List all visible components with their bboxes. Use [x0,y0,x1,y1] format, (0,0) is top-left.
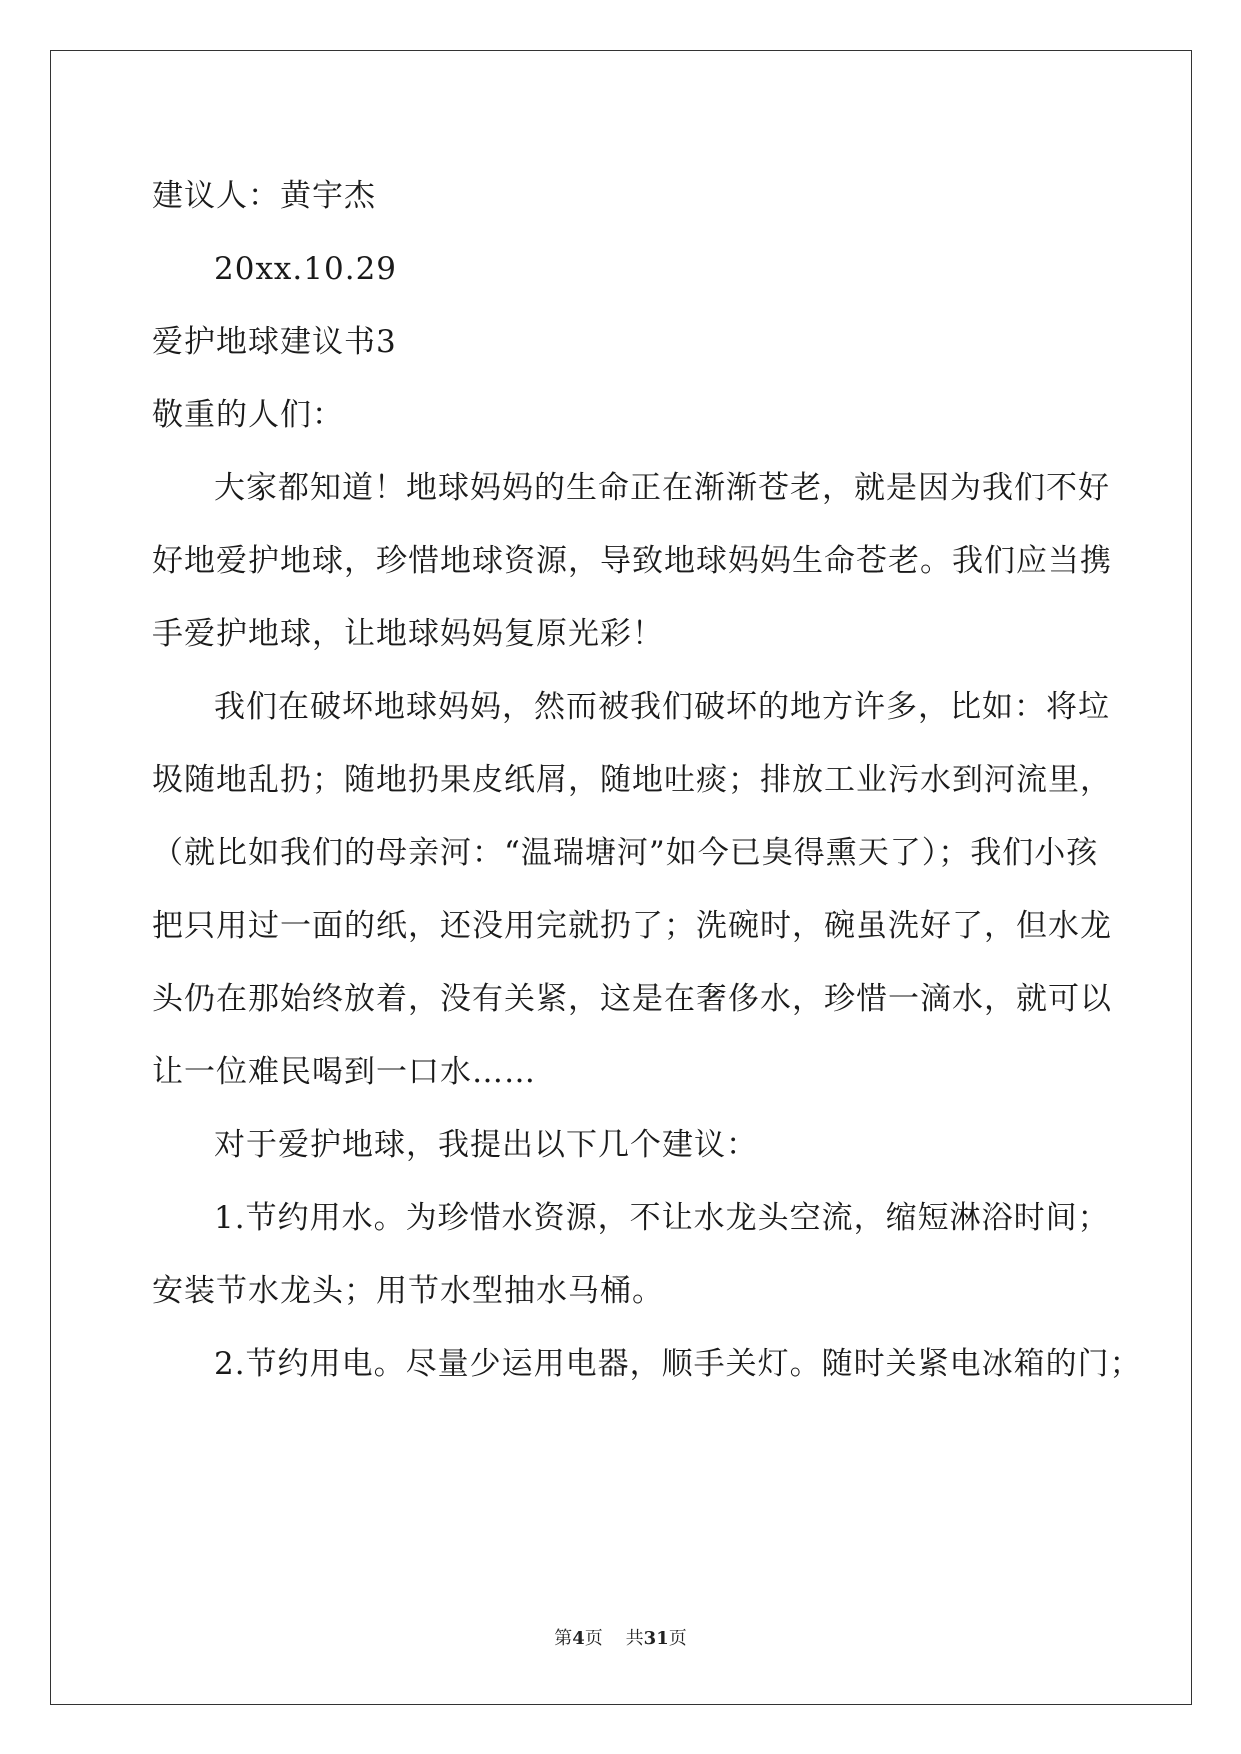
text-line: 建议人：黄宇杰 [152,178,376,214]
text-line: 把只用过一面的纸，还没用完就扔了；洗碗时，碗虽洗好了，但水龙 [152,908,1112,944]
text-line: （就比如我们的母亲河：“温瑞塘河”如今已臭得熏天了）；我们小孩 [152,835,1099,871]
footer-prefix: 第 [554,1628,573,1649]
text-line: 圾随地乱扔；随地扔果皮纸屑，随地吐痰；排放工业污水到河流里， [152,762,1112,798]
text-line: 我们在破坏地球妈妈，然而被我们破坏的地方许多，比如：将垃 [214,689,1110,725]
text-line: 好地爱护地球，珍惜地球资源，导致地球妈妈生命苍老。我们应当携 [152,543,1112,579]
current-page-number: 4 [572,1628,585,1649]
footer-total-suffix: 页 [668,1628,687,1649]
text-line: 头仍在那始终放着，没有关紧，这是在奢侈水，珍惜一滴水，就可以 [152,981,1112,1017]
text-line: 手爱护地球，让地球妈妈复原光彩！ [152,616,664,652]
text-line: 1.节约用水。为珍惜水资源，不让水龙头空流，缩短淋浴时间； [214,1200,1110,1236]
footer-page-suffix: 页 [584,1628,603,1649]
text-line: 20xx.10.29 [214,251,398,287]
text-line: 2.节约用电。尽量少运用电器，顺手关灯。随时关紧电冰箱的门； [214,1346,1142,1382]
text-line: 安装节水龙头；用节水型抽水马桶。 [152,1273,664,1309]
text-line: 敬重的人们： [152,397,344,433]
page-footer [0,1624,1241,1650]
footer-total-prefix: 共 [625,1628,644,1649]
text-line: 让一位难民喝到一口水…… [152,1054,536,1090]
text-line: 大家都知道！地球妈妈的生命正在渐渐苍老，就是因为我们不好 [214,470,1110,506]
document-body [152,160,1142,1401]
text-line: 爱护地球建议书3 [152,324,397,360]
total-pages-number: 31 [643,1628,669,1649]
text-line: 对于爱护地球，我提出以下几个建议： [214,1127,758,1163]
